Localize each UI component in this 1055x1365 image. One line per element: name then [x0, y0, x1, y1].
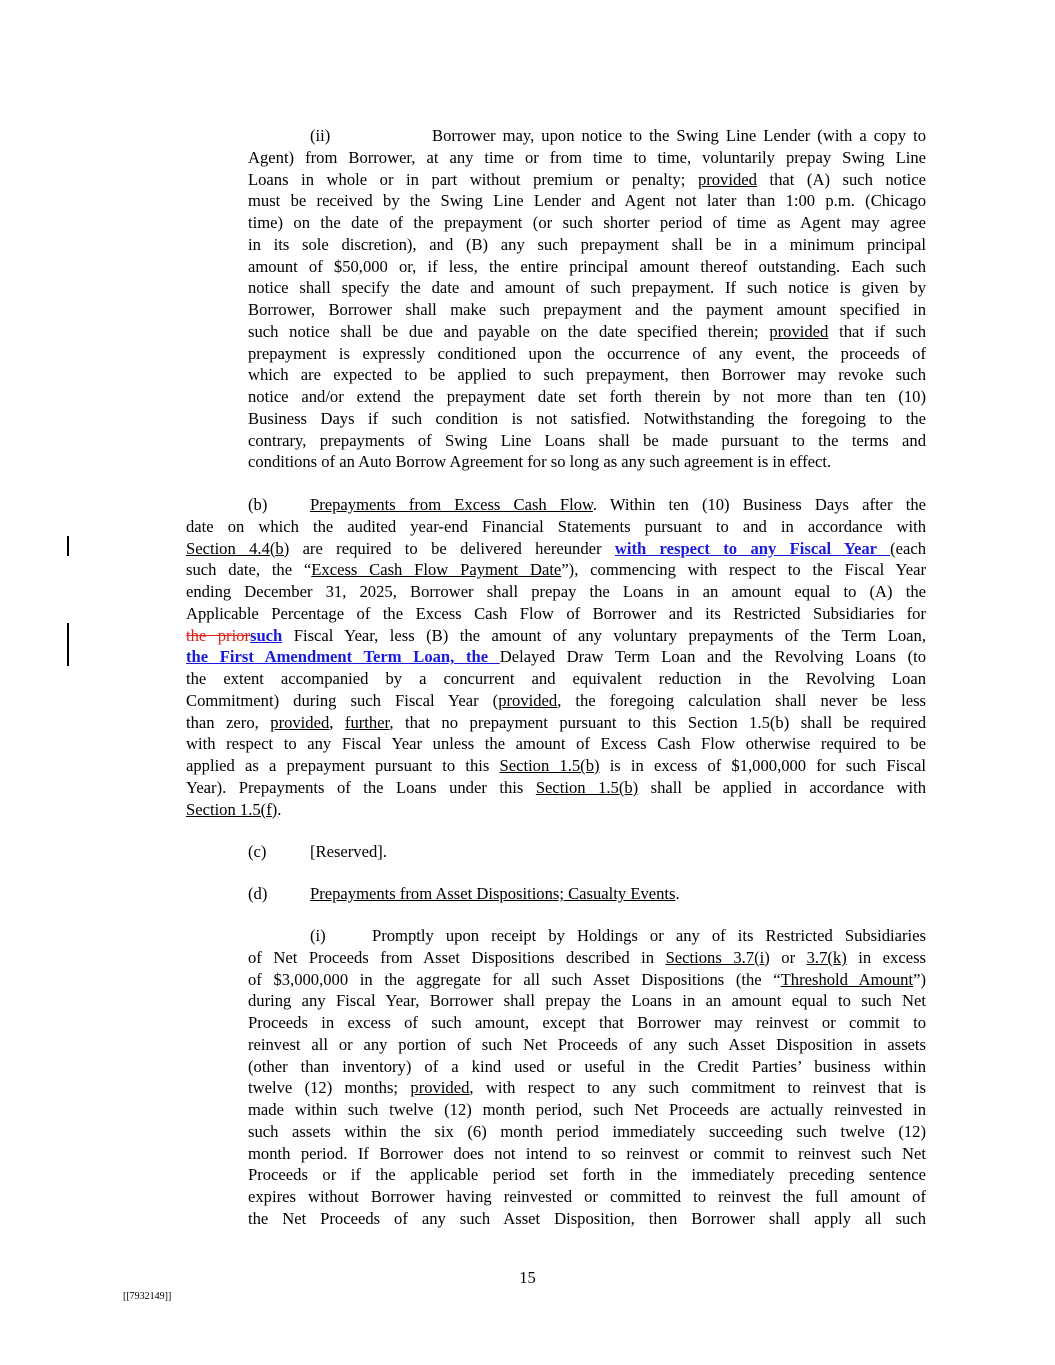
document-id: [[7932149]] — [123, 1291, 172, 1302]
clause-label: (c) — [248, 842, 267, 861]
section-reference: Section 1.5(b) — [535, 777, 639, 797]
provided-term: provided — [697, 169, 757, 189]
change-bar — [67, 623, 69, 666]
change-bar — [67, 536, 69, 556]
provided-term: provided — [410, 1078, 470, 1098]
section-reference: 3.7(k) — [806, 947, 847, 967]
section-reference: Section 1.5(f) — [186, 799, 278, 819]
section-heading: Prepayments from Excess Cash Flow — [310, 495, 593, 514]
section-heading: Prepayments from Asset Dispositions; Casualty Events — [310, 884, 676, 903]
section-reference: Section 1.5(b) — [499, 756, 600, 775]
section-reference: Section 4.4(b) — [186, 538, 290, 558]
clause-a-ii: (ii) Borrower may, upon notice to the Swing Line Lender (with a copy to Agent) from Borrower, at any time or from time to time, voluntarily prepay Swing Line Loans in whole or in part without premium or penalty; provided that (A) such notice must be received by the Swing Line Lender and Agent not later than 1:00 p.m. (Chicago time) on the date of the prepayment (or such shorter period of time as Agent may agree in its sole discretion), and (B) any such prepayment shall be in a minimum principal amount of $50,000 or, if less, the entire principal amount thereof outstanding. Each such notice shall specify the date and amount of such prepayment. If such notice is given by Borrower, Borrower shall make such prepayment and the payment amount specified in such notice shall be due and payable on the date specified therein; provided that if such prepayment is expressly conditioned upon the occurrence of any event, the proceeds of which are expected to be applied to such prepayment, then Borrower may revoke such notice and/or extend the prepayment date set forth therein by not more than ten (10) Business Days if such condition is not satisfied. Notwithstanding the foregoing to the contrary, prepayments of Swing Line Loans shall be made pursuant to the terms and conditions of an Auto Borrow Agreement for so long as any such agreement is in effect. — [248, 126, 927, 472]
clause-label: (i) — [310, 926, 326, 945]
section-reference: Sections 3.7(i) — [665, 947, 770, 967]
provided-term: provided — [769, 321, 829, 341]
clause-label: (d) — [248, 884, 268, 903]
clause-label: (b) — [248, 495, 268, 514]
defined-term: Excess Cash Flow Payment Date — [311, 560, 562, 580]
further-term: further — [344, 712, 390, 732]
page-number: 15 — [519, 1268, 536, 1287]
clause-d: (d) Prepayments from Asset Dispositions; Casualty Events. — [248, 884, 680, 903]
clause-b: (b) Prepayments from Excess Cash Flow. Within ten (10) Business Days after the date on which the audited year-end Financial Statements pursuant to and in accordance with Section 4.4(b) are required to be delivered hereunder with respect to any Fiscal Year (each such date, the “Excess Cash Flow Payment Date”), commencing with respect to the Fiscal Year ending December 31, 2025, Borrower shall prepay the Loans in an amount equal to (A) the Applicable Percentage of the Excess Cash Flow of Borrower and its Restricted Subsidiaries for the priorsuch Fiscal Year, less (B) the amount of any voluntary prepayments of the Term Loan, the First Amendment Term Loan, the Delayed Draw Term Loan and the Revolving Loans (to the extent accompanied by a concurrent and equivalent reduction in the Revolving Loan Commitment) during such Fiscal Year (provided, the foregoing calculation shall never be less than zero, provided, further, that no prepayment pursuant to this Section 1.5(b) shall be required with respect to any Fiscal Year unless the amount of Excess Cash Flow otherwise required to be applied as a prepayment pursuant to this Section 1.5(b) is in excess of $1,000,000 for such Fiscal Year). Prepayments of the Loans under this Section 1.5(b) shall be applied in accordance with Section 1.5(f). — [186, 495, 926, 819]
clause-d-i: (i) Promptly upon receipt by Holdings or any of its Restricted Subsidiaries of Net Proceeds from Asset Dispositions described in Sections 3.7(i) or 3.7(k) in excess of $3,000,000 in the aggregate for all such Asset Dispositions (the “Threshold Amount”) during any Fiscal Year, Borrower shall prepay the Loans in an amount equal to such Net Proceeds in excess of such amount, except that Borrower may reinvest or commit to reinvest all or any portion of such Net Proceeds of any such Asset Disposition in assets (other than inventory) of a kind used or useful in the Credit Parties’ business within twelve (12) months; provided, with respect to any such commitment to reinvest that is made within such twelve (12) month period, such Net Proceeds are actually reinvested in such assets within the six (6) month period immediately succeeding such twelve (12) month period. If Borrower does not intend to so reinvest or commit to reinvest such Net Proceeds or if the applicable period set forth in the immediately preceding sentence expires without Borrower having reinvested or committed to reinvest the full amount of the Net Proceeds of any such Asset Disposition, then Borrower shall apply all such — [248, 926, 926, 1228]
inserted-text: the First Amendment Term Loan, the — [186, 647, 500, 667]
defined-term: Threshold Amount — [780, 969, 914, 989]
provided-term: provided — [498, 690, 558, 710]
clause-label: (ii) — [310, 126, 331, 145]
clause-c: (c) [Reserved]. — [248, 842, 387, 861]
provided-term: provided — [270, 712, 330, 732]
inserted-text: such — [250, 625, 283, 645]
inserted-text: with respect to any Fiscal Year — [614, 538, 891, 558]
deleted-text: the prior — [186, 625, 250, 645]
